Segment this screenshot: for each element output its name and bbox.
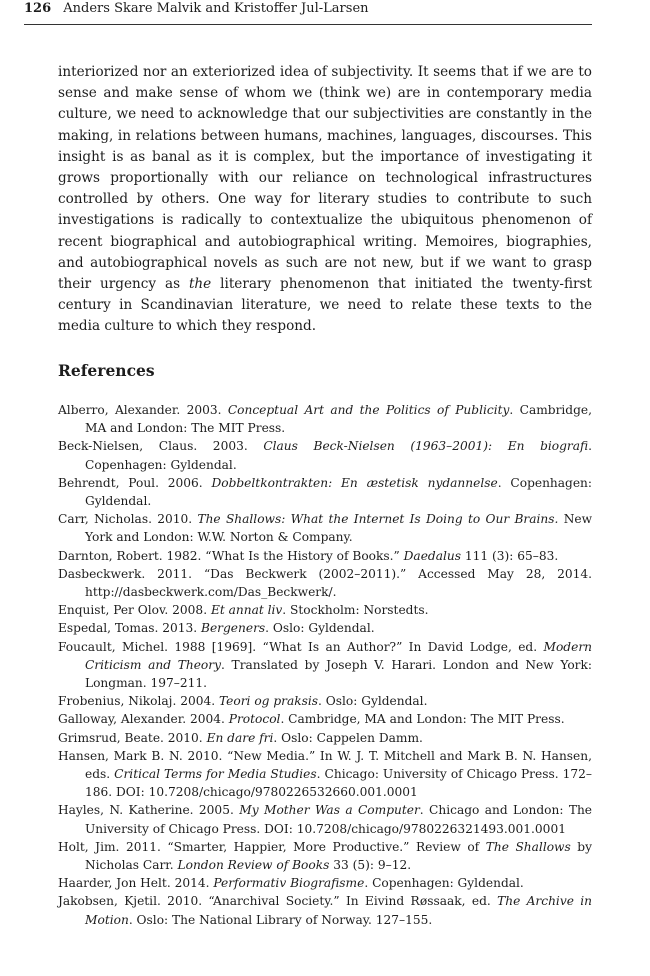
emphasis: the bbox=[188, 276, 212, 293]
page-number: 126 bbox=[24, 1, 52, 16]
reference-item: Jakobsen, Kjetil. 2010. “Anarchival Society.” In Eivind Røssaak, ed. The Archive in Motion. Oslo: The National Library of Norway. 127–155. bbox=[58, 894, 592, 927]
reference-item: Enquist, Per Olov. 2008. Et annat liv. Stockholm: Norstedts. bbox=[58, 603, 429, 618]
reference-item: Dasbeckwerk. 2011. “Das Beckwerk (2002–2011).” Accessed May 28, 2014. http://dasbeckwerk.com/Das_Beckwerk/. bbox=[58, 566, 592, 600]
body-paragraph: interiorized nor an exteriorized idea of subjectivity. It seems that if we are to sense and make sense of whom we (think we) are in contemporary media culture, we need to acknowledge that our subjectivities are constantly in the making, in relations between humans, machines, languages, discourses. This insight is as banal as it is complex, but the importance of investigating it grows proportionally with our reliance on technological infrastructures controlled by others. One way for literary studies to contribute to such investigations is radically to contextualize the ubiquitous phenomenon of recent biographical and autobiographical writing. Memoires, biographies, and autobiographical novels as such are not new, but if we want to grasp their urgency as the literary phenomenon that initiated the twenty-first century in Scandinavian literature, we need to relate these texts to the media culture to which they respond. bbox=[58, 64, 592, 335]
reference-item: Grimsrud, Beate. 2010. En dare fri. Oslo: Cappelen Damm. bbox=[58, 730, 423, 745]
reference-item: Espedal, Tomas. 2013. Bergeners. Oslo: Gyldendal. bbox=[58, 621, 375, 636]
reference-item: Behrendt, Poul. 2006. Dobbeltkontrakten: En æstetisk nydannelse. Copenhagen: Gyldendal. bbox=[58, 475, 593, 509]
reference-item: Hansen, Mark B. N. 2010. “New Media.” In W. J. T. Mitchell and Mark B. N. Hansen, eds. Critical Terms for Media Studies. Chicago: University of Chicago Press. 172–186. DOI: 10.7208/chicago/9780226532660.001.0001 bbox=[58, 748, 592, 800]
reference-item: Galloway, Alexander. 2004. Protocol. Cambridge, MA and London: The MIT Press. bbox=[58, 712, 565, 727]
reference-item: Alberro, Alexander. 2003. Conceptual Art and the Politics of Publicity. Cambridge, MA and London: The MIT Press. bbox=[58, 403, 592, 436]
running-head-authors: Anders Skare Malvik and Kristoffer Jul-Larsen bbox=[63, 1, 369, 16]
reference-item: Beck-Nielsen, Claus. 2003. Claus Beck-Nielsen (1963–2001): En biografi. Copenhagen: Gyldendal. bbox=[58, 439, 592, 472]
reference-item: Frobenius, Nikolaj. 2004. Teori og praksis. Oslo: Gyldendal. bbox=[58, 694, 428, 709]
reference-item: Carr, Nicholas. 2010. The Shallows: What the Internet Is Doing to Our Brains. New York and London: W.W. Norton & Company. bbox=[58, 512, 593, 545]
reference-item: Darnton, Robert. 1982. “What Is the History of Books.” Daedalus 111 (3): 65–83. bbox=[58, 548, 559, 563]
running-head bbox=[24, 0, 592, 25]
reference-list bbox=[58, 401, 592, 929]
reference-item: Holt, Jim. 2011. “Smarter, Happier, More Productive.” Review of The Shallows by Nicholas Carr. London Review of Books 33 (5): 9–12. bbox=[58, 839, 592, 873]
reference-item: Foucault, Michel. 1988 [1969]. “What Is an Author?” In David Lodge, ed. Modern Criticism and Theory. Translated by Joseph V. Harari. London and New York: Longman. 197–211. bbox=[58, 639, 592, 691]
reference-item: Hayles, N. Katherine. 2005. My Mother Was a Computer. Chicago and London: The University of Chicago Press. DOI: 10.7208/chicago/9780226321493.001.0001 bbox=[58, 803, 593, 836]
reference-item: Haarder, Jon Helt. 2014. Performativ Biografisme. Copenhagen: Gyldendal. bbox=[58, 876, 524, 891]
body-text bbox=[58, 62, 592, 338]
references-heading: References bbox=[58, 361, 155, 380]
